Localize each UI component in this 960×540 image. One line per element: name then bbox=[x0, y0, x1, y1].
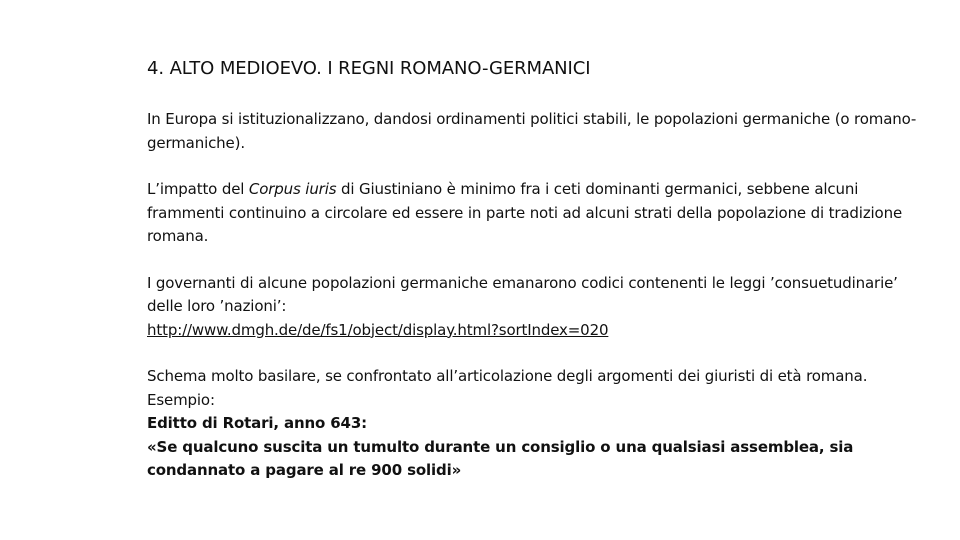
dmgh-link[interactable]: http://www.dmgh.de/de/fs1/object/display.html?sortIndex=020 bbox=[147, 320, 609, 339]
codici-text: I governanti di alcune popolazioni germaniche emanarono codici contenenti le leggi ’consuetudinarie’ delle loro ’nazioni’: bbox=[147, 273, 898, 315]
paragraph-codici bbox=[147, 272, 937, 343]
paragraph-corpus-iuris bbox=[147, 178, 937, 249]
slide-content bbox=[147, 56, 937, 506]
corpus-text-after: di Giustiniano è minimo fra i ceti dominanti germanici, sebbene alcuni frammenti continuino a circolare ed essere in parte noti ad alcuni strati della popolazione di tradizione romana. bbox=[147, 180, 903, 245]
rotari-heading: Editto di Rotari, anno 643: bbox=[147, 414, 367, 432]
rotari-intro-text: Schema molto basilare, se confrontato all’articolazione degli argomenti dei giuristi di età romana. Esempio: bbox=[147, 367, 868, 409]
slide-title: 4. ALTO MEDIOEVO. I REGNI ROMANO-GERMANICI bbox=[147, 58, 591, 79]
paragraph-intro-text: In Europa si istituzionalizzano, dandosi ordinamenti politici stabili, le popolazioni germaniche (o romano-germaniche). bbox=[147, 110, 917, 152]
corpus-iuris-italic: Corpus iuris bbox=[248, 180, 337, 198]
paragraph-intro bbox=[147, 108, 937, 155]
corpus-text-before: L’impatto del bbox=[147, 180, 249, 198]
rotari-quote: «Se qualcuno suscita un tumulto durante un consiglio o una qualsiasi assemblea, sia condannato a pagare al re 900 solidi» bbox=[147, 437, 854, 479]
paragraph-rotari bbox=[147, 365, 937, 483]
